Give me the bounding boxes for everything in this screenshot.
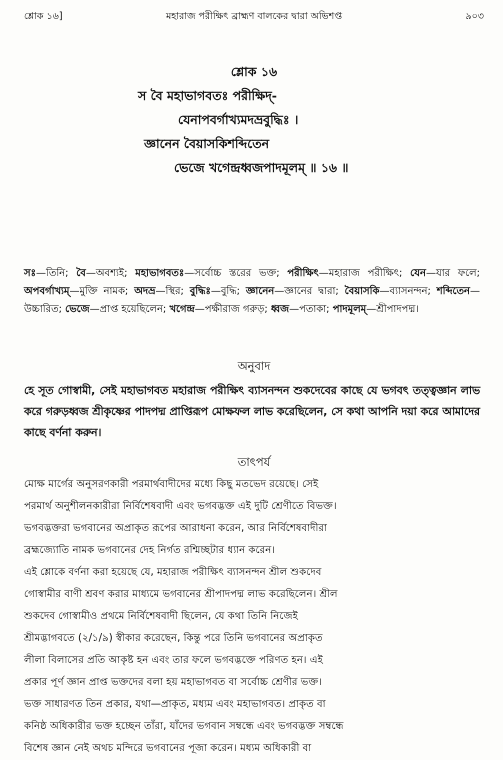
synonym-meaning: —বুদ্ধি; xyxy=(210,286,246,297)
synonym-word: অপবর্গাখ্যম্ xyxy=(24,286,70,297)
synonym-meaning: —ব্যাসনন্দন; xyxy=(379,286,437,297)
verse-line: যেনাপবর্গাখ্যমদভ্রবুদ্ধিঃ । xyxy=(178,112,299,127)
synonym-word: বৈ xyxy=(76,268,86,279)
purport-heading: তাৎপর্য xyxy=(237,455,271,469)
purport-line: এই শ্লোকে বর্ণনা করা হয়েছে যে, মহারাজ পরীক্ষিৎ ব্যাসনন্দন শ্রীল শুকদেব xyxy=(24,567,322,578)
purport-line: গোস্বামীর বাণী শ্রবণ করার মাধ্যমে ভগবানের শ্রীপাদপদ্ম লাভ করেছিলেন। শ্রীল xyxy=(24,589,338,600)
synonym-word: পাদমূলম্ xyxy=(332,304,367,315)
synonym-meaning: —প্রাপ্ত হয়েছিলেন; xyxy=(89,304,170,315)
synonym-meaning: —শ্রীপাদপদ্ম। xyxy=(366,304,419,315)
header-verse-ref: শ্লোক ১৬] xyxy=(24,11,63,22)
synonym-word: ভেজে xyxy=(65,304,90,315)
synonym-word: পরীক্ষিৎ xyxy=(287,268,319,279)
verse-line: জ্ঞানেন বৈয়াসকিশব্দিতেন xyxy=(144,136,270,151)
synonym-meaning: —উচ্চারিত; xyxy=(24,286,481,315)
synonym-meaning: —মহারাজ পরীক্ষিৎ; xyxy=(318,268,411,279)
translation-heading: অনুবাদ xyxy=(237,359,271,373)
purport-line: লীলা বিলাসের প্রতি আকৃষ্ট হন এবং তার ফলে ভগবদ্ভক্তে পরিণত হন। এই xyxy=(24,655,323,666)
purport-paragraph xyxy=(24,474,484,760)
synonym-meaning: —অবশ্যই; xyxy=(85,268,136,279)
synonym-word: বুদ্ধিঃ xyxy=(189,286,211,297)
verse-block xyxy=(24,64,484,184)
translation-paragraph: হে সূত গোস্বামী, সেই মহাভাগবত মহারাজ পরীক্ষিৎ ব্যাসনন্দন শুকদেবের কাছে যে ভগবৎ তত্ত্বজ্ঞান লাভ করে গরুড়ধ্বজ শ্রীকৃষ্ণের পাদপদ্ম প্রাপ্তিরূপ মোক্ষফল লাভ করেছিলেন, সে কথা আপনি দয়া করে আমাদের কাছে বর্ণনা করুন। xyxy=(24,384,480,439)
purport-line: ব্রহ্মজ্যোতি নামক ভগবানের দেহ নির্গত রশ্মিচ্ছটার ধ্যান করেন। xyxy=(24,545,275,556)
synonym-meaning: —স্থির; xyxy=(155,286,190,297)
page-number: ৯০৩ xyxy=(465,11,484,22)
purport-line: মোক্ষ মার্গের অনুসরণকারী পরমার্থবাদীদের মধ্যে কিছু মতভেদ রয়েছে। সেই xyxy=(24,479,319,490)
purport-line: বিশেষ জ্ঞান নেই অথচ মন্দিরে ভগবানের পূজা করেন। মধ্যম অধিকারী বা xyxy=(24,743,312,754)
purport-line: কনিষ্ঠ অধিকারীর ভক্ত হচ্ছেন তাঁরা, যাঁদের ভগবান সম্বন্ধে এবং ভগবদ্ভক্ত সম্বন্ধে xyxy=(24,721,344,732)
synonym-word: মহাভাগবতঃ xyxy=(135,268,185,279)
verse-line: ভেজে খগেন্দ্রধ্বজপাদমূলম্ ॥ ১৬ ॥ xyxy=(174,160,349,175)
synonym-word: খগেন্দ্র xyxy=(169,304,195,315)
book-page xyxy=(24,0,484,754)
verse-title: শ্লোক ১৬ xyxy=(230,64,278,79)
synonym-word: শব্দিতেন xyxy=(436,286,471,297)
synonym-meaning: —জ্ঞানের দ্বারা; xyxy=(274,286,345,297)
synonym-meaning: —পতাকা; xyxy=(289,304,333,315)
verse-line: স বৈ মহাভাগবতঃ পরীক্ষিদ্- xyxy=(138,88,277,103)
synonym-word: ধ্বজ xyxy=(270,304,290,315)
purport-line: শুকদেব গোস্বামীও প্রথমে নির্বিশেষবাদী ছিলেন, যে কথা তিনি নিজেই xyxy=(24,611,298,622)
purport-line: ভক্ত সাধারণত তিন প্রকার, যথা—প্রাকৃত, মধ্যম এবং মহাভাগবত। প্রাকৃত বা xyxy=(24,699,326,710)
purport-line: ভগবদ্ভক্তরা ভগবানের অপ্রাকৃত রূপের আরাধনা করেন, আর নির্বিশেষবাদীরা xyxy=(24,523,327,534)
synonym-meaning: —তিনি; xyxy=(35,268,77,279)
synonyms-paragraph xyxy=(24,265,480,319)
synonym-meaning: —মুক্তি নামক; xyxy=(69,286,135,297)
synonym-word: যেন xyxy=(410,268,426,279)
purport-line: শ্রীমদ্ভাগবতে (২/১/৯) স্বীকার করেছেন, কিন্তু পরে তিনি ভগবানের অপ্রাকৃত xyxy=(24,633,323,644)
synonym-word: সঃ xyxy=(24,268,36,279)
header-chapter-title: মহারাজ পরীক্ষিৎ ব্রাহ্মণ বালকের দ্বারা অভিশপ্ত xyxy=(165,11,343,22)
synonym-meaning: —যার ফলে; xyxy=(425,268,480,279)
synonym-word: জ্ঞানেন xyxy=(245,286,275,297)
page-header xyxy=(24,10,484,26)
synonym-meaning: —সর্বোচ্চ স্তরের ভক্ত; xyxy=(184,268,288,279)
purport-line: পরমার্থ অনুশীলনকারীরা নির্বিশেষবাদী এবং ভগবদ্ভক্ত এই দুটি শ্রেণীতে বিভক্ত। xyxy=(24,501,337,512)
synonym-word: বৈয়াসকি xyxy=(344,286,380,297)
purport-line: প্রকার পূর্ণ জ্ঞান প্রাপ্ত ভক্তদের বলা হয় মহাভাগবত বা সর্বোচ্চ শ্রেণীর ভক্ত। xyxy=(24,677,322,688)
synonym-meaning: —পক্ষীরাজ গরুড়; xyxy=(194,304,271,315)
synonym-word: অদভ্র xyxy=(134,286,156,297)
